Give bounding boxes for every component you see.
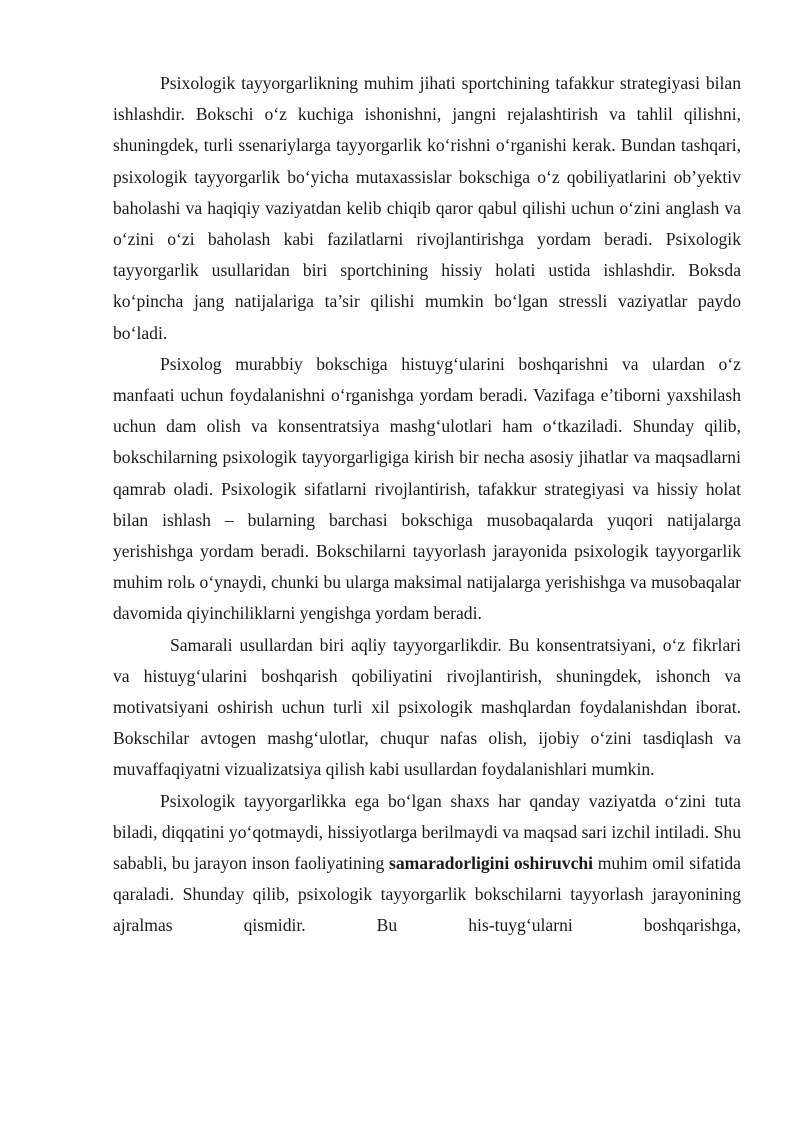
bold-phrase: samaradorligini oshiruvchi [388, 853, 594, 874]
paragraph-3: Samarali usullardan biri aqliy tayyorgarlikdir. Bu konsentratsiyani, o‘z fikrlari va histuyg‘ularini boshqarish qobiliyatini rivojlantirish, shuningdek, ishonch va motivatsiyani oshirish uchun turli xil psixologik mashqlardan foydalanishdan iborat. Bokschilar avtogen mashg‘ulotlar, chuqur nafas olish, ijobiy o‘zini tasdiqlash va muvaffaqiyatni vizualizatsiya qilish kabi usullardan foydalanishlari mumkin. [113, 634, 741, 780]
paragraph-4 [113, 786, 741, 942]
paragraph-4-text-start: Psixologik tayyorgarlikka ega bo‘lgan shaxs har qanday vaziyatda o‘zini tuta biladi, diqqatini yo‘qotmaydi, hissiyotlarga berilmaydi va maqsad sari izchil intiladi. Shu sababli, bu jarayon inson faoliyatining [113, 790, 741, 874]
paragraph-4-text-end: muhim omil sifatida qaraladi. Shunday qilib, psixologik tayyorgarlik bokschilarni tayyorlash jarayonining ajralmas qismidir. Bu his-tuyg‘ularni boshqarishga, [113, 853, 741, 936]
paragraph-1: Psixologik tayyorgarlikning muhim jihati sportchining tafakkur strategiyasi bilan ishlashdir. Bokschi o‘z kuchiga ishonishni, jangni rejalashtirish va tahlil qilishni, shuningdek, turli ssenariylarga tayyorgarlik ko‘rishni o‘rganishi kerak. Bundan tashqari, psixologik tayyorgarlik bo‘yicha mutaxassislar bokschiga o‘z qobiliyatlarini ob’yektiv baholashi va haqiqiy vaziyatdan kelib chiqib qaror qabul qilishi uchun o‘zini anglash va o‘zini o‘zi baholash kabi fazilatlarni rivojlantirishga yordam beradi. Psixologik tayyorgarlik usullaridan biri sportchining hissiy holati ustida ishlashdir. Boksda ko‘pincha jang natijalariga ta’sir qilishi mumkin bo‘lgan stressli vaziyatlar paydo bo‘ladi. [113, 73, 741, 343]
document-page [113, 68, 741, 942]
paragraph-2: Psixolog murabbiy bokschiga histuyg‘ularini boshqarishni va ulardan o‘z manfaati uchun foydalanishni o‘rganishga yordam beradi. Vazifaga e’tiborni yaxshilash uchun dam olish va konsentratsiya mashg‘ulotlari ham o‘tkaziladi. Shunday qilib, bokschilarning psixologik tayyorgarligiga kirish bir necha asosiy jihatlar va maqsadlarni qamrab oladi. Psixologik sifatlarni rivojlantirish, tafakkur strategiyasi va hissiy holat bilan ishlash – bularning barchasi bokschiga musobaqalarda yuqori natijalarga yerishishga yordam beradi. Bokschilarni tayyorlash jarayonida psixologik tayyorgarlik muhim rolь o‘ynaydi, chunki bu ularga maksimal natijalarga yerishishga va musobaqalar davomida qiyinchiliklarni yengishga yordam beradi. [113, 353, 741, 624]
